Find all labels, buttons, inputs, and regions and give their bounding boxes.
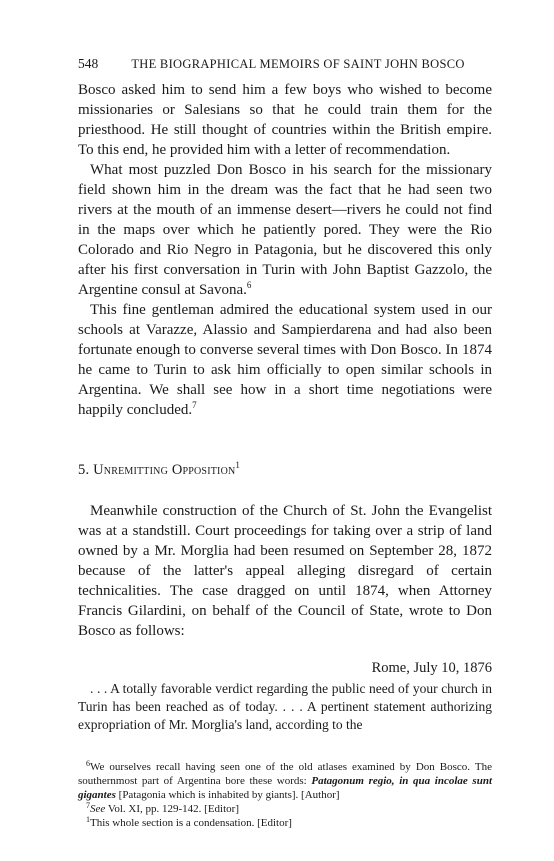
running-head: THE BIOGRAPHICAL MEMOIRS OF SAINT JOHN BOSCO [131, 57, 465, 71]
paragraph-1-text: Bosco asked him to send him a few boys who wished to become missionaries or Salesians so that he could train them for the priesthood. He still thought of countries within the British empire. To this end, he provided him with a letter of recommendation. [78, 82, 492, 158]
footnote-ref-7[interactable]: 7 [192, 400, 197, 410]
paragraph-4 [78, 501, 492, 641]
footnote-7 [78, 802, 492, 816]
footnote-ref-1[interactable]: 1 [235, 460, 241, 470]
footnote-6 [78, 760, 492, 802]
letter-excerpt [78, 680, 492, 734]
section-title: Unremitting Opposition [93, 462, 236, 478]
footnote-1-text: This whole section is a condensation. [Editor] [90, 817, 292, 829]
paragraph-3-text: This fine gentleman admired the educational system used in our schools at Varazze, Alassio and Sampierdarena and had also been fortunate enough to converse several times with Don Bosco. In 1874 he came to Turin to ask him officially to open similar schools in Argentina. We shall see how in a short time negotiations were happily concluded. [78, 302, 492, 418]
footnote-1-mark: 1 [86, 815, 90, 824]
page-number: 548 [78, 56, 99, 71]
paragraph-2-text: What most puzzled Don Bosco in his search for the missionary field shown him in the dream was the fact that he had seen two rivers at the mouth of an immense desert—rivers he could not find in the maps over which he patiently pored. They were the Rio Colorado and Rio Negro in Patagonia, but he discovered this only after his first conversation in Turin with John Baptist Gazzolo, the Argentine consul at Savona. [78, 162, 492, 298]
section-heading [78, 460, 492, 480]
footnote-1 [78, 816, 492, 830]
footnote-ref-6[interactable]: 6 [246, 280, 252, 290]
footnote-6-latin: Patagonum regio, in qua incolae sunt gigantes [78, 775, 492, 801]
paragraph-4-text: Meanwhile construction of the Church of St. John the Evangelist was at a standstill. Court proceedings for taking over a strip of land owned by a Mr. Morglia had been resumed on September 28, 1872 because of the latter's appeal alleging disregard of certain technicalities. The case dragged on until 1874, when Attorney Francis Gilardini, on behalf of the Council of State, wrote to Don Bosco as follows: [78, 503, 492, 639]
paragraph-2 [78, 160, 492, 300]
letter-text: . . . A totally favorable verdict regarding the public need of your church in Turin has been reached as of today. . . . A pertinent statement authorizing expropriation of Mr. Morglia's land, according to the [78, 681, 492, 732]
paragraph-1 [78, 80, 492, 160]
footnote-6-mark: 6 [86, 759, 90, 768]
footnote-6-text: We ourselves recall having seen one of the old atlases examined by Don Bosco. The southernmost part of Argentina bore these words: [78, 761, 492, 787]
footnote-6-tail: [Patagonia which is inhabited by giants]. [Author] [115, 789, 340, 801]
footnote-7-text: Vol. XI, pp. 129-142. [Editor] [105, 803, 239, 815]
section-number: 5. [78, 462, 90, 478]
footnote-7-see: See [90, 803, 106, 815]
footnotes [78, 760, 492, 830]
paragraph-3 [78, 300, 492, 420]
footnote-7-mark: 7 [86, 801, 90, 810]
page-header [78, 54, 492, 74]
book-page [78, 54, 492, 830]
letter-date: Rome, July 10, 1876 [371, 660, 492, 676]
